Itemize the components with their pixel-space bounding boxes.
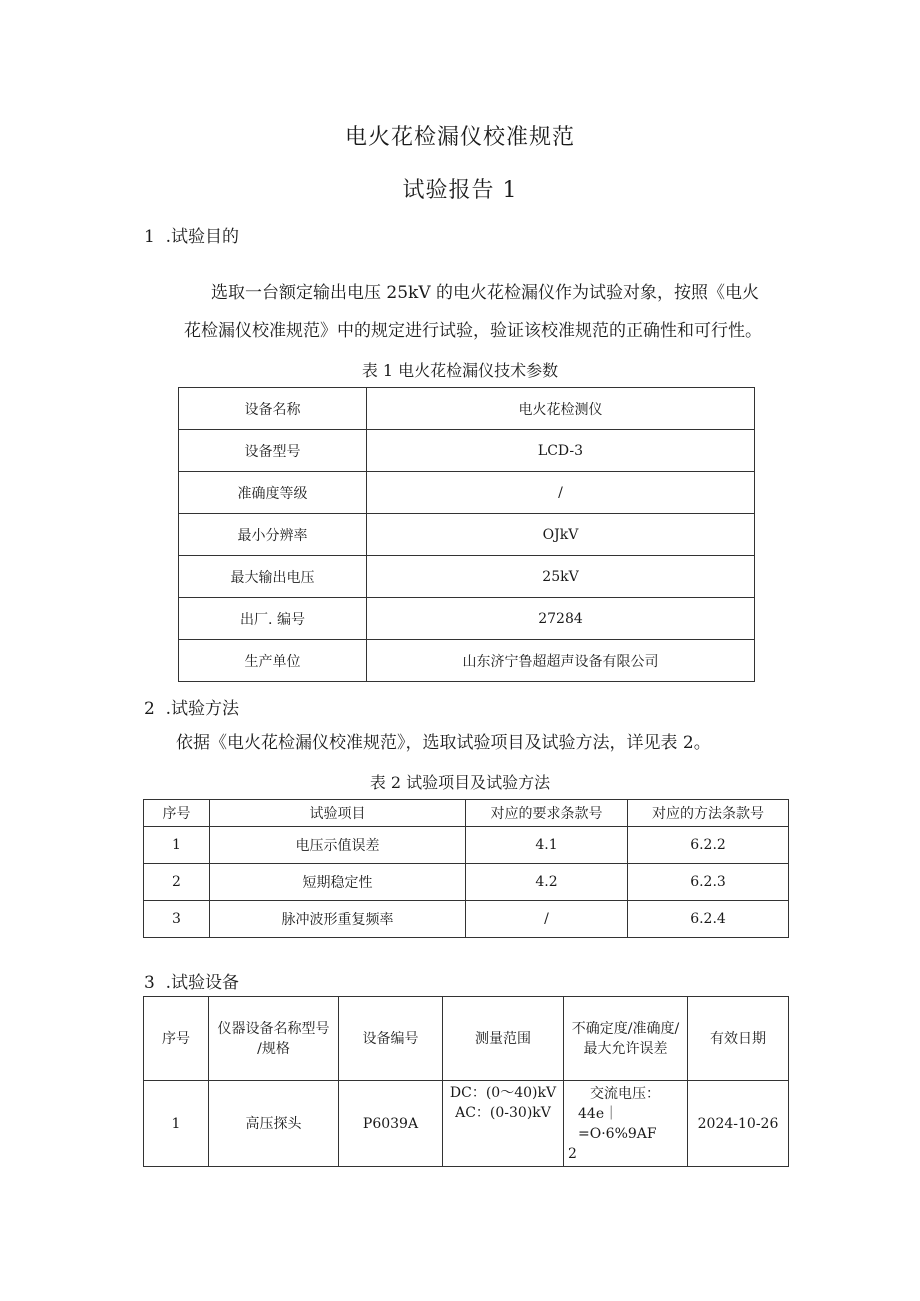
cell-uncertainty <box>564 1081 688 1167</box>
document-subtitle: 试验报告 1 <box>402 178 518 203</box>
cell-method-clause: 6.2.4 <box>628 901 789 938</box>
parameter-label: 生产单位 <box>179 640 367 682</box>
table-2-caption: 表 2 试验项目及试验方法 <box>369 773 551 792</box>
header-valid-date: 有效日期 <box>688 997 789 1081</box>
table-row <box>179 472 755 514</box>
uncertainty-line-1: 交流电压： <box>590 1085 660 1102</box>
document-title: 电火花检漏仪校准规范 <box>344 125 575 150</box>
cell-seq: 3 <box>144 901 210 938</box>
table-row <box>179 388 755 430</box>
uncertainty-line-3: 2 <box>568 1145 577 1162</box>
header-seq: 序号 <box>144 997 209 1081</box>
cell-method-clause: 6.2.3 <box>628 864 789 901</box>
uncertainty-line-2: 44e｜=O·6%9AF <box>578 1105 657 1142</box>
table-row <box>179 556 755 598</box>
parameter-label: 准确度等级 <box>179 472 367 514</box>
table-row <box>179 430 755 472</box>
section-1-paragraph-line-1: 选取一台额定输出电压 25kV 的电火花检漏仪作为试验对象，按照《电火 <box>211 283 760 303</box>
cell-requirement-clause: 4.2 <box>466 864 628 901</box>
section-1-paragraph-line-2: 花检漏仪校准规范》中的规定进行试验，验证该校准规范的正确性和可行性。 <box>184 321 762 341</box>
parameter-label: 最小分辨率 <box>179 514 367 556</box>
cell-seq: 1 <box>144 1081 209 1167</box>
table-row <box>179 514 755 556</box>
technical-parameters-table <box>178 387 755 682</box>
header-uncertainty-line-1: 不确定度/准确度/ <box>571 1020 680 1037</box>
table-row <box>144 901 789 938</box>
cell-seq: 2 <box>144 864 210 901</box>
parameter-value: LCD-3 <box>367 430 755 472</box>
header-instrument-name-line-2: /规格 <box>257 1040 290 1057</box>
section-2-heading: 2 .试验方法 <box>144 699 240 719</box>
parameter-label: 最大输出电压 <box>179 556 367 598</box>
header-seq: 序号 <box>144 800 210 827</box>
parameter-value: 25kV <box>367 556 755 598</box>
section-2-paragraph: 依据《电火花检漏仪校准规范》，选取试验项目及试验方法，详见表 2。 <box>176 733 711 753</box>
parameter-value: 山东济宁鲁超超声设备有限公司 <box>367 640 755 682</box>
cell-item: 电压示值误差 <box>210 827 466 864</box>
header-requirement-clause: 对应的要求条款号 <box>466 800 628 827</box>
header-instrument-name <box>209 997 339 1081</box>
cell-equipment-code: P6039A <box>339 1081 443 1167</box>
table-1-caption: 表 1 电火花检漏仪技术参数 <box>361 361 559 380</box>
parameter-value: 27284 <box>367 598 755 640</box>
table-header-row <box>144 997 789 1081</box>
parameter-label: 出厂. 编号 <box>179 598 367 640</box>
cell-valid-date: 2024-10-26 <box>688 1081 789 1167</box>
table-row <box>179 598 755 640</box>
header-uncertainty-line-2: 最大允许误差 <box>583 1040 668 1057</box>
cell-item: 脉冲波形重复频率 <box>210 901 466 938</box>
cell-requirement-clause: / <box>466 901 628 938</box>
table-row <box>144 1081 789 1167</box>
parameter-value: OJkV <box>367 514 755 556</box>
header-uncertainty <box>564 997 688 1081</box>
test-equipment-table <box>143 996 789 1167</box>
cell-seq: 1 <box>144 827 210 864</box>
header-instrument-name-line-1: 仪器设备名称型号 <box>217 1020 330 1037</box>
table-row <box>179 640 755 682</box>
header-method-clause: 对应的方法条款号 <box>628 800 789 827</box>
cell-measurement-range <box>443 1081 564 1167</box>
test-items-table <box>143 799 789 938</box>
table-row <box>144 827 789 864</box>
parameter-value: / <box>367 472 755 514</box>
parameter-label: 设备型号 <box>179 430 367 472</box>
header-measurement-range: 测量范围 <box>443 997 564 1081</box>
parameter-label: 设备名称 <box>179 388 367 430</box>
range-dc: DC：(0～40)kV <box>449 1085 557 1101</box>
table-header-row <box>144 800 789 827</box>
cell-instrument-name: 高压探头 <box>209 1081 339 1167</box>
section-3-heading: 3 .试验设备 <box>144 973 240 993</box>
cell-item: 短期稳定性 <box>210 864 466 901</box>
parameter-value: 电火花检测仪 <box>367 388 755 430</box>
header-item: 试验项目 <box>210 800 466 827</box>
section-1-heading: 1 .试验目的 <box>144 227 240 247</box>
cell-method-clause: 6.2.2 <box>628 827 789 864</box>
range-ac: AC：(0-30)kV <box>455 1105 551 1121</box>
cell-requirement-clause: 4.1 <box>466 827 628 864</box>
header-equipment-code: 设备编号 <box>339 997 443 1081</box>
table-row <box>144 864 789 901</box>
